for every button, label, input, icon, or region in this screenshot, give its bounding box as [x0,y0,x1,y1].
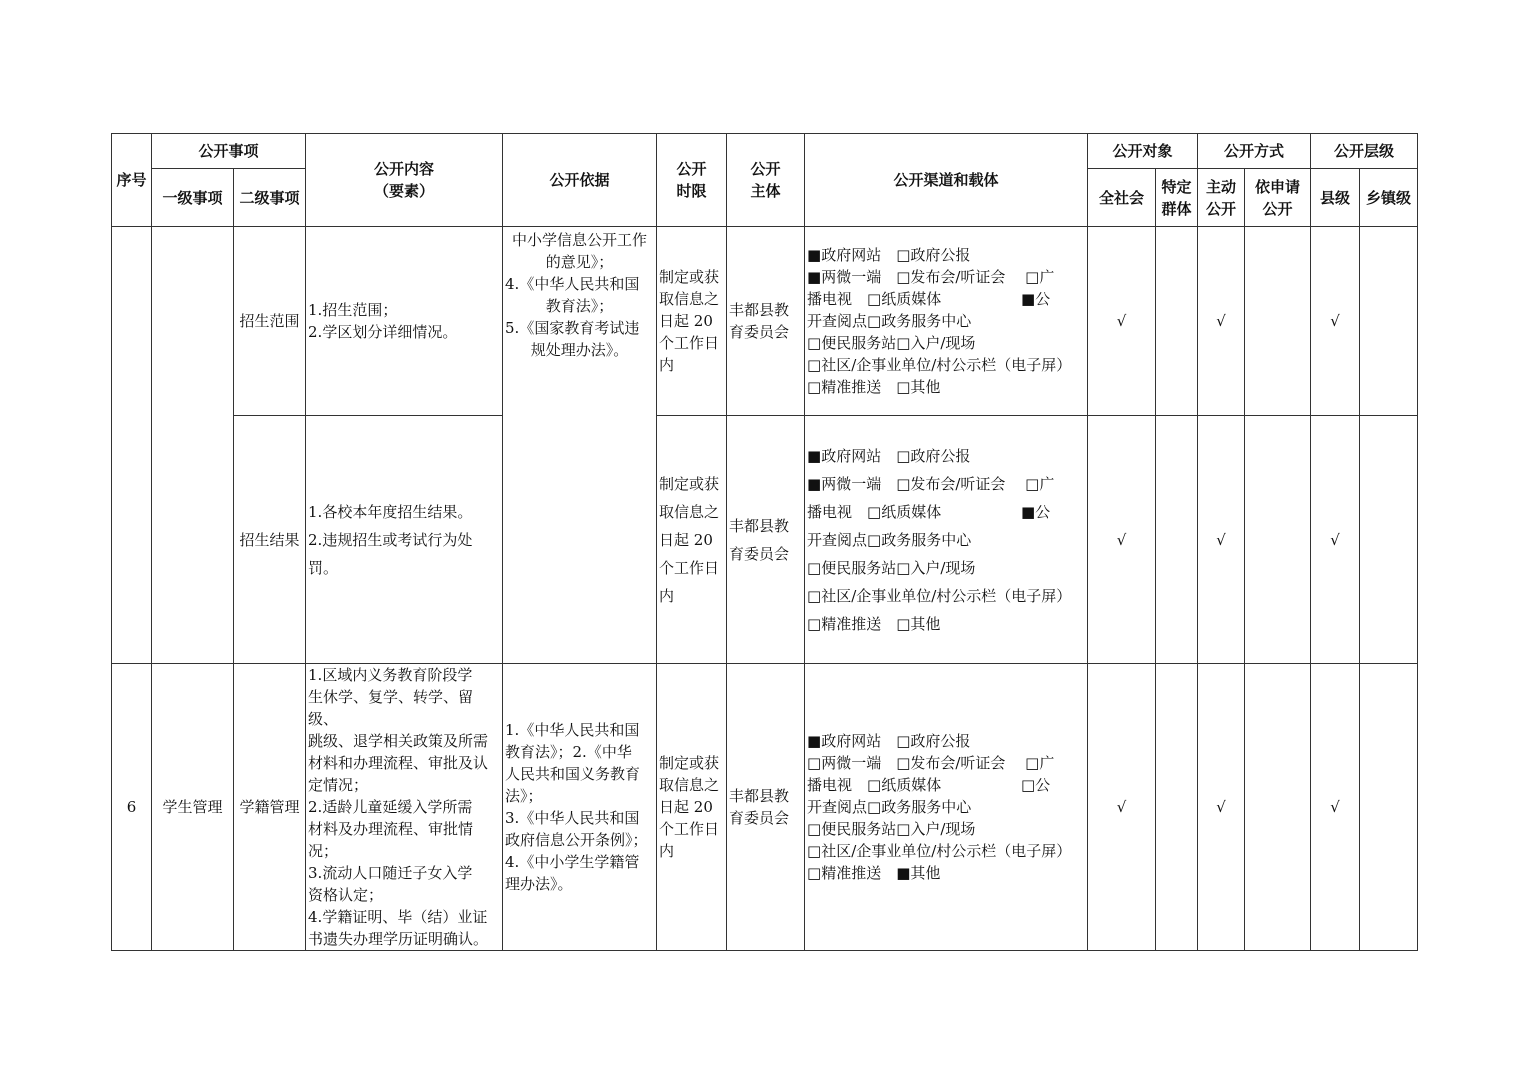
content-cell: 1.区域内义务教育阶段学 生休学、复学、转学、留级、 跳级、退学相关政策及所需 材料和办理流程、审批及认 定情况； 2.适龄儿童延缓入学所需 材料及办理流程、审批情 况； 3.流动人口随迁子女入学 资格认定； 4.学籍证明、毕（结）业证 书遗失办理学历证明确认。 [306,664,503,951]
header-seq: 序号 [112,134,152,227]
target-specific-cell [1156,227,1198,416]
l2-cell: 招生范围 [234,227,306,416]
target-specific-cell [1156,416,1198,664]
seq-cell: 6 [112,664,152,951]
seq-cell [112,227,152,664]
l1-cell [152,227,234,664]
header-item-group: 公开事项 [152,134,306,169]
header-basis: 公开依据 [503,134,657,227]
method-active-check: √ [1198,416,1245,664]
target-all-check: √ [1088,416,1156,664]
method-apply-cell [1245,416,1311,664]
subject-cell: 丰都县教 育委员会 [727,664,805,951]
disclosure-table [111,133,1418,951]
time-cell: 制定或获 取信息之 日起 20 个工作日 内 [657,664,727,951]
target-all-check: √ [1088,664,1156,951]
target-all-check: √ [1088,227,1156,416]
header-method-active: 主动 公开 [1198,169,1245,227]
header-level-group: 公开层级 [1311,134,1418,169]
subject-cell: 丰都县教 育委员会 [727,227,805,416]
header-content: 公开内容 （要素） [306,134,503,227]
header-target-group: 公开对象 [1088,134,1198,169]
header-method-group: 公开方式 [1198,134,1311,169]
l1-cell: 学生管理 [152,664,234,951]
content-cell: 1.各校本年度招生结果。 2.违规招生或考试行为处 罚。 [306,416,503,664]
level-town-cell [1360,664,1418,951]
header-target-specific: 特定 群体 [1156,169,1198,227]
method-apply-cell [1245,664,1311,951]
table-row [112,227,1418,416]
method-active-check: √ [1198,664,1245,951]
l2-cell: 招生结果 [234,416,306,664]
level-county-check: √ [1311,227,1360,416]
header-channel: 公开渠道和载体 [805,134,1088,227]
basis-cell: 1.《中华人民共和国 教育法》；2.《中华 人民共和国义务教育 法》； 3.《中华人民共和国 政府信息公开条例》； 4.《中小学生学籍管 理办法》。 [503,664,657,951]
method-active-check: √ [1198,227,1245,416]
table-row [112,664,1418,951]
content-cell: 1.招生范围； 2.学区划分详细情况。 [306,227,503,416]
header-subject: 公开 主体 [727,134,805,227]
header-time: 公开 时限 [657,134,727,227]
basis-cell: 中小学信息公开工作 的意见》； 4.《中华人民共和国 教育法》； 5.《国家教育考试违 规处理办法》。 [503,227,657,664]
channel-cell: ■政府网站 □政府公报 ■两微一端 □发布会/听证会 □广 播电视 □纸质媒体 ■公 开查阅点□政务服务中心 □便民服务站□入户/现场 □社区/企事业单位/村公示栏（电子屏） □精准推送 □其他 [805,416,1088,664]
header-method-apply: 依申请 公开 [1245,169,1311,227]
method-apply-cell [1245,227,1311,416]
level-county-check: √ [1311,416,1360,664]
channel-cell: ■政府网站 □政府公报 □两微一端 □发布会/听证会 □广 播电视 □纸质媒体 □公 开查阅点□政务服务中心 □便民服务站□入户/现场 □社区/企事业单位/村公示栏（电子屏） □精准推送 ■其他 [805,664,1088,951]
header-level-county: 县级 [1311,169,1360,227]
level-town-cell [1360,416,1418,664]
header-level-town: 乡镇级 [1360,169,1418,227]
header-item-l1: 一级事项 [152,169,234,227]
target-specific-cell [1156,664,1198,951]
table-row [112,416,1418,664]
time-cell: 制定或获 取信息之 日起 20 个工作日 内 [657,416,727,664]
header-item-l2: 二级事项 [234,169,306,227]
subject-cell: 丰都县教 育委员会 [727,416,805,664]
level-county-check: √ [1311,664,1360,951]
header-target-all: 全社会 [1088,169,1156,227]
level-town-cell [1360,227,1418,416]
l2-cell: 学籍管理 [234,664,306,951]
channel-cell: ■政府网站 □政府公报 ■两微一端 □发布会/听证会 □广 播电视 □纸质媒体 ■公 开查阅点□政务服务中心 □便民服务站□入户/现场 □社区/企事业单位/村公示栏（电子屏） □精准推送 □其他 [805,227,1088,416]
time-cell: 制定或获 取信息之 日起 20 个工作日 内 [657,227,727,416]
